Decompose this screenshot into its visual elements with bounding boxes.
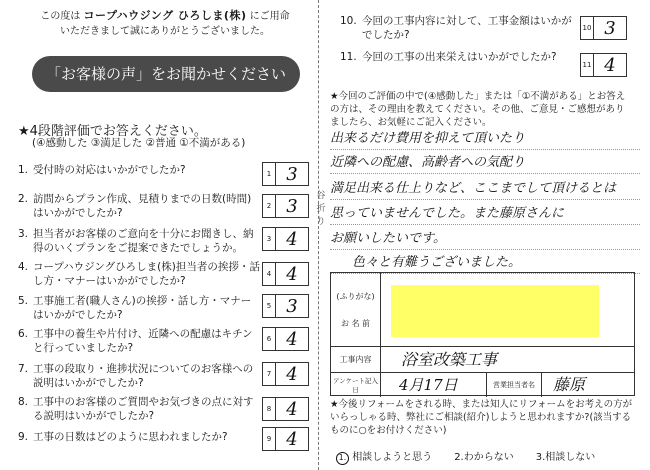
recommend-option-3[interactable] <box>536 448 596 465</box>
question-number: 10. <box>340 15 357 27</box>
date-value: 4月17日 <box>399 376 458 394</box>
fold-divider <box>318 0 319 470</box>
question-text: 今回の工事の出来栄えはいかがでしたか? <box>362 51 557 63</box>
question-text: コープハウジングひろしま(株)担当者の挨拶・話し方・マナーはいかがでしたか? <box>33 261 260 287</box>
answer-box-6[interactable] <box>262 327 309 351</box>
name-label: お 名 前 <box>340 318 371 328</box>
comment-line-3: 満足出来る仕上りなど、ここまでして頂けるとは <box>330 178 640 200</box>
evaluation-legend: (④感動した ③満足した ②普通 ①不満がある) <box>32 137 246 149</box>
comment-line-5: お願いしたいです。 <box>330 228 640 250</box>
answer-box-number: 8 <box>263 398 276 420</box>
work-value: 浴室改築工事 <box>401 350 498 369</box>
question-text: 今回の工事内容に対して、工事金額はいかがでしたか? <box>362 15 572 41</box>
recommend-option-3-label: 相談しない <box>545 452 596 463</box>
work-label: 工事内容 <box>331 347 381 372</box>
answer-box-5[interactable] <box>262 294 309 318</box>
answer-value: 4 <box>286 228 298 250</box>
customer-info-form <box>330 272 635 396</box>
work-row <box>331 347 634 373</box>
question-number: 7. <box>18 363 29 375</box>
answer-value: 4 <box>286 428 298 450</box>
recommend-option-2-label: わからない <box>463 452 514 463</box>
question-text: 工事中のお客様のご質問やお気づきの点に対する説明はいかがでしたか? <box>33 396 254 422</box>
question-number: 2. <box>18 193 29 205</box>
question-6 <box>18 327 260 355</box>
selected-circle-icon: 1. <box>336 452 349 465</box>
name-row <box>331 273 634 347</box>
recommend-option-1-label: 相談しようと思う <box>352 452 433 463</box>
answer-value: 4 <box>286 263 298 285</box>
comment-line-1: 出来るだけ費用を抑えて頂いたり <box>330 128 640 150</box>
answer-box-1[interactable] <box>262 162 309 186</box>
answer-box-number: 5 <box>263 295 276 317</box>
question-7 <box>18 362 260 390</box>
answer-box-number: 7 <box>263 363 276 385</box>
answer-box-number: 10 <box>581 17 594 39</box>
recommend-option-3-num: 3. <box>535 452 546 463</box>
staff-label: 営業担当者名 <box>486 373 542 397</box>
recommend-question: ★今後リフォームをされる時、または知人にリフォームをお考えの方がいらっしゃる時、弊社にご相談(紹介)しようと思われますか?(該当するものに○をお付けください) <box>330 399 633 436</box>
question-number: 5. <box>18 295 29 307</box>
question-text: 工事施工者(職人さん)の挨拶・話し方・マナーはいかがでしたか? <box>33 295 252 321</box>
name-redaction <box>391 285 599 337</box>
answer-value: 3 <box>286 195 298 217</box>
answer-value: 4 <box>604 54 616 76</box>
answer-box-3[interactable] <box>262 227 309 251</box>
answer-box-number: 9 <box>263 428 276 450</box>
intro-suffix: にご用命 <box>249 11 290 22</box>
question-10 <box>340 14 575 42</box>
answer-value: 3 <box>286 163 298 185</box>
answer-box-11[interactable] <box>580 53 627 77</box>
question-4 <box>18 260 260 288</box>
question-3 <box>18 227 260 255</box>
answer-box-number: 6 <box>263 328 276 350</box>
answer-box-2[interactable] <box>262 194 309 218</box>
comment-line-2: 近隣への配慮、高齢者への気配り <box>330 152 640 174</box>
answer-value: 4 <box>286 363 298 385</box>
name-label-cell <box>331 273 381 346</box>
question-11 <box>340 50 575 64</box>
answer-box-number: 11 <box>581 54 594 76</box>
question-text: 担当者がお客様のご意向を十分にお聞きし、納得のいくプランをご提案できたでしょうか。 <box>33 228 254 254</box>
question-text: 工事の段取り・進捗状況についてのお客様への説明はいかがでしたか? <box>33 363 254 389</box>
brand-name: コープハウジング ひろしま(株) <box>83 9 247 22</box>
question-1 <box>18 163 260 177</box>
question-text: 受付時の対応はいかがでしたか? <box>33 164 186 176</box>
comment-instructions: ★今回のご評価の中で(④感動した」または「①不満がある」とお答えの方は、その理由を教えてください。その他、ご意見・ご感想がありましたら、お気軽にご記入ください。 <box>330 91 626 128</box>
intro-thanks: いただきまして誠にありがとうございました。 <box>60 26 270 37</box>
answer-value: 4 <box>286 398 298 420</box>
question-number: 8. <box>18 396 29 408</box>
answer-box-4[interactable] <box>262 262 309 286</box>
date-row <box>331 373 634 397</box>
answer-value: 3 <box>286 295 298 317</box>
question-text: 訪問からプラン作成、見積りまでの日数(時間)はいかがでしたか? <box>33 193 252 219</box>
answer-box-8[interactable] <box>262 397 309 421</box>
intro-prefix: この度は <box>40 11 81 22</box>
answer-value: 3 <box>604 17 616 39</box>
question-2 <box>18 192 260 220</box>
date-label: アンケート記入日 <box>331 373 381 397</box>
answer-box-10[interactable] <box>580 16 627 40</box>
answer-box-number: 1 <box>263 163 276 185</box>
question-number: 11. <box>340 51 357 63</box>
question-text: 工事中の養生や片付け、近隣への配慮はキチンと行っていましたか? <box>33 328 253 354</box>
question-number: 3. <box>18 228 29 240</box>
fold-label: 谷折り <box>316 191 326 227</box>
furigana-label: (ふりがな) <box>336 291 375 301</box>
question-number: 4. <box>18 261 29 273</box>
question-text: 工事の日数はどのように思われましたか? <box>33 431 228 443</box>
staff-value: 藤原 <box>553 375 586 394</box>
answer-box-9[interactable] <box>262 427 309 451</box>
question-number: 1. <box>18 164 29 176</box>
intro-text <box>20 8 310 39</box>
answer-box-7[interactable] <box>262 362 309 386</box>
question-number: 6. <box>18 328 29 340</box>
question-5 <box>18 294 260 322</box>
answer-box-number: 2 <box>263 195 276 217</box>
recommend-option-2-num: 2. <box>454 452 464 463</box>
voice-banner: 「お客様の声」をお聞かせください <box>32 56 300 92</box>
evaluation-title: ★4段階評価でお答えください。 <box>18 124 207 139</box>
question-number: 9. <box>18 431 29 443</box>
recommend-option-1[interactable] <box>336 448 432 465</box>
recommend-option-2[interactable] <box>454 448 514 465</box>
answer-value: 4 <box>286 328 298 350</box>
recommend-options <box>336 448 636 465</box>
question-8 <box>18 395 260 423</box>
answer-box-number: 3 <box>263 228 276 250</box>
question-9 <box>18 430 260 444</box>
comment-line-6: 色々と有難うございました。 <box>330 252 640 274</box>
comment-line-4: 思っていませんでした。また藤原さんに <box>330 203 640 225</box>
answer-box-number: 4 <box>263 263 276 285</box>
